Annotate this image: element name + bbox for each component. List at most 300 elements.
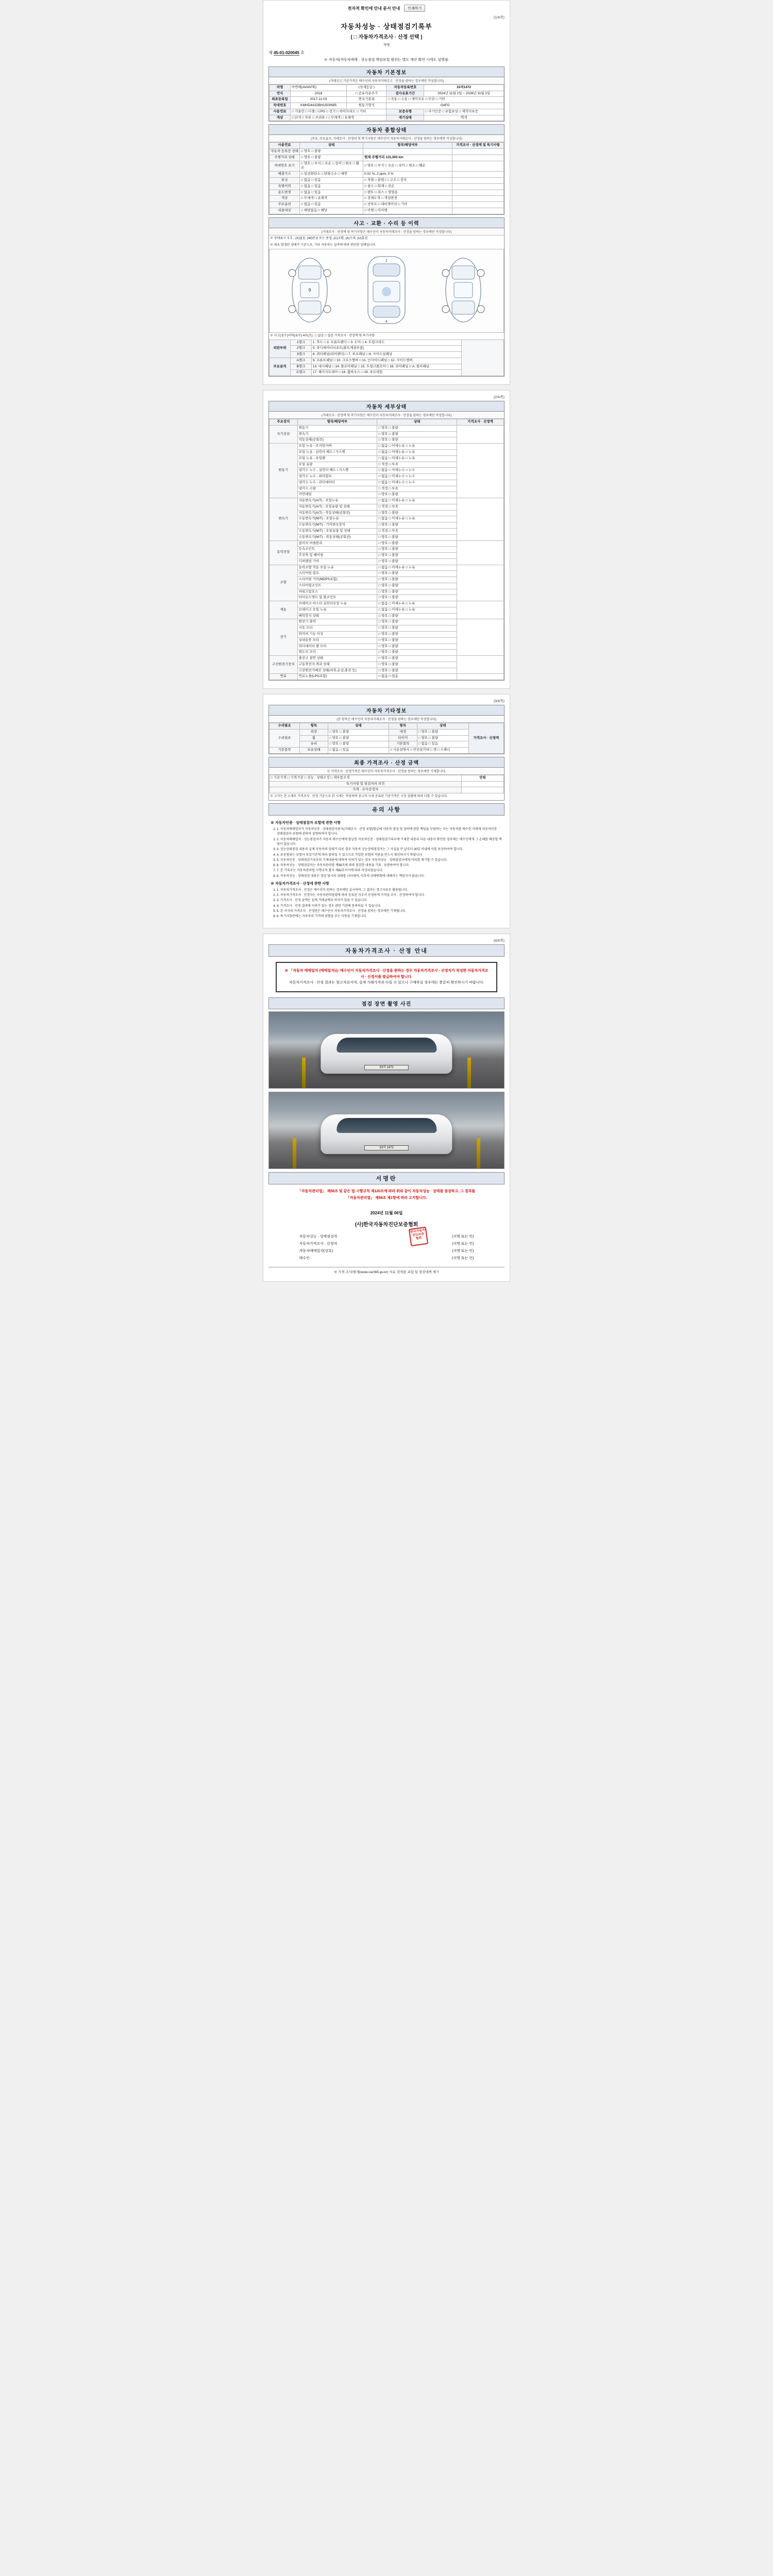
overall-row-opts: □ 양호 □ 불량 [300,149,363,155]
detail-group-label: 제동 [270,601,298,619]
photo-rear-car [321,1114,452,1154]
print-button[interactable]: 인쇄하기 [404,5,425,12]
page-number: (2/4쪽) [493,396,505,400]
overall-header-1: 상태 [300,143,363,149]
svg-text:1: 1 [385,259,388,263]
overall-row-price [452,178,503,184]
seal-stamp [409,1226,428,1246]
detail-state: □ 없음 □ 미세누수 □ 누수 [377,480,457,486]
overall-row-opts: □ 해당없음 □ 해당 [300,208,363,214]
document-number-row [268,43,505,48]
detail-price [457,540,503,565]
page-number: (1/4쪽) [493,16,505,20]
document-page-4 [263,934,510,1282]
photo-rear [268,1092,505,1169]
basic-label-vin: 차대번호 [270,103,291,109]
other-header-3: 가격조사 · 산정액 [468,723,503,754]
overall-row-price [452,196,503,202]
detail-group-label: 자기진단 [270,425,298,443]
detail-group-label: 원동기 [270,444,298,498]
overall-row-label: 특별이력 [270,183,300,190]
detail-state: □ 양호 □ 불량 [377,540,457,547]
other-cell: 유리 [300,741,328,748]
top-toolbar [268,5,505,12]
overall-row-label: 자동차 등록증 상태 [270,149,300,155]
basic-label-colordetail: 계기상태 [386,115,424,121]
basic-value-colordetail: 백색 [424,115,504,121]
detail-price [457,565,503,601]
overall-row-detail: □ 선루프 □ 내비게이션 □ 기타 [363,202,452,208]
detail-state: □ 양호 □ 불량 [377,577,457,583]
detail-price [457,425,503,443]
detail-item: 냉각수 누수 - 라디에이터 [297,480,377,486]
signature-mark: (서명 또는 인) [452,1234,474,1239]
basic-label-warranty: 보증유형 [386,109,424,115]
accident-items: 13. 대시패널 □ 14. 플로어패널 □ 15. 트렁크플로어 □ 16. 리어패널 □ A. 필러패널 [311,364,461,370]
detail-item: 수동변속기(M/T) - 오일누유 [297,516,377,522]
doc-number-value: 45-01-020045 [273,50,299,56]
overall-row-detail: □ 렌트 □ 리스 □ 영업용 [363,190,452,196]
detail-item: 커먼레일 [297,492,377,498]
overall-row-price [452,172,503,178]
other-header-1: 항목 [300,723,328,730]
detail-state: □ 양호 □ 불량 [377,613,457,619]
accident-items: 9. 프론트패널 □ 10. 크로스멤버 □ 11. 인사이드패널 □ 12. 사이드멤버 [311,358,461,364]
detail-price [457,601,503,619]
detail-price [457,619,503,656]
overall-row-label: 주행거리 상태 [270,155,300,161]
detail-state: □ 양호 □ 불량 [377,437,457,444]
detail-item: 클러치 어셈블리 [297,540,377,547]
signature-date: 2024년 11월 06일 [370,1210,403,1215]
basic-label-transmission: 변속기종류 [347,97,386,103]
detail-state: □ 없음 □ 미세누유 □ 누유 [377,607,457,613]
overall-row-detail: □ 침수 □ 화재 □ 전손 [363,183,452,190]
accident-parts-table [269,340,504,377]
notice-item: 7. 7. 본 기록부는 자동차관리법 시행규칙 별지 제82호서식에 따라 작성되었습니다. [277,869,502,873]
detail-item: 실내송풍 모터 [297,637,377,643]
section-accident-title: 사고 · 교환 · 수리 등 이력 [269,218,504,228]
notice-body [268,816,505,922]
accident-rank-label: B랭크 [290,364,311,370]
detail-header-2: 상태 [377,419,457,426]
detail-group-label: 조향 [270,565,298,601]
detail-state: □ 적정 □ 부족 [377,504,457,510]
detail-state: □ 적정 □ 부족 [377,486,457,492]
overall-row-label: 용도변경 [270,190,300,196]
other-header-2b: 상태 [417,723,468,730]
notice-item: 4. 4. 가격조사 · 산정 결과에 이의가 있는 경우 관련 기관에 문의하실 수 있습니다. [277,904,502,909]
basic-value-fuel: □ 가솔린 □ 디젤 □ LPG □ 전기 □ 하이브리드 □ 기타 [290,109,386,115]
document-page-3 [263,694,510,928]
detail-price [457,656,503,674]
signature-row [299,1255,474,1262]
basic-value-year: 2018 [290,91,346,97]
section-overall-note: (주요, 주요골조, 거래조사 · 산정의 및 복기사항은 매수인이 자동차거래조사 · 산정을 원하는 경우에만 작성합니다) [269,135,504,142]
detail-item: 발전기 출력 [297,619,377,625]
detail-state: □ 없음 □ 미세누유 □ 누유 [377,565,457,571]
detail-item: 수동변속기(M/T) - 기어변속장치 [297,522,377,529]
final-price-value [462,781,504,787]
detail-item: 배력장치 상태 [297,613,377,619]
detail-state: □ 양호 □ 불량 [377,431,457,437]
detail-group-label: 변속기 [270,498,298,540]
detail-item: 냉각수 누수 - 워터펌프 [297,474,377,480]
detail-item: 파워고압호스 [297,589,377,595]
detail-item: 추진축 및 베어링 [297,553,377,559]
accident-group-label: 주요골격 [270,358,291,376]
signature-role: 매수인 [299,1256,310,1260]
basic-value-warranty: □ 자기인증 □ 보험보상 □ 제작사보증 [424,109,504,115]
signature-role: 자동차가격조사 · 산정자 [299,1242,338,1246]
basic-value-carname: 아반떼(AVANTE) [290,84,346,91]
overall-header-3: 가격조사 · 산정액 및 특기사항 [452,143,503,149]
detail-item: 오일 누유 - 로커암커버 [297,444,377,450]
accident-rank-label: 3랭크 [290,352,311,358]
doc-number-suffix: 호 [300,50,305,56]
detail-state: □ 없음 □ 있음 [377,674,457,680]
overall-row-opts: □ 양호 □ 부식 □ 오손 □ 상이 □ 변조 □ 훼손 [300,161,363,172]
signature-rows [299,1228,474,1262]
accident-rank-label: 2랭크 [290,346,311,352]
overall-row-price [452,155,503,161]
doc-number-label: 차명 [383,43,390,47]
detail-item: 자동변속기(A/T) - 작동상태(공회전) [297,510,377,516]
detail-state: □ 없음 □ 미세누유 □ 누유 [377,444,457,450]
notice-item: 1. 1. 자동차매매업자가 자동차인증 · 상태점검자용자(거래조사 · 산정 포함)발급에 자동차 점검 및 정비에 관한 책임을 부담하는 자는 자동차를 매수한 자에게 자동차인증 · 상태점검자 보험에 관하여 설명하여야 합니다. [277,827,502,837]
car-top-view-icon [350,251,423,329]
car-diagram-right [425,251,501,330]
detail-price [457,674,503,680]
detail-state: □ 없음 □ 미세누유 □ 누유 [377,498,457,504]
overall-row-price [452,161,503,172]
notice-block-list [277,827,502,879]
section-accident-note: (거래조사 · 산정액 및 복기사항은 매수인이 자동차거래조사 · 산정을 원하는 경우에만 작성합니다) [269,228,504,235]
detail-item: 자동변속기(A/T) - 오일누유 [297,498,377,504]
document-footer: ※ 가격 조사/원제(www.car365.go.kr) 자료 검색을 포함 및 점검대책 제기 [268,1267,505,1276]
overall-row-opts: □ 없음 □ 있음 [300,202,363,208]
svg-text:9: 9 [308,287,311,293]
notice-title: 유의 사항 [268,803,505,816]
other-header-1b: 항목 [389,723,417,730]
accident-rank-label: A랭크 [290,358,311,364]
overall-state-table [269,142,504,214]
detail-item: 오일 누유 - 오일팬 [297,455,377,462]
car-diagram-left [272,251,348,330]
detail-state: □ 적정 □ 부족 [377,462,457,468]
overall-row-label: 튜닝 [270,178,300,184]
overall-header-0: 사용연료 [270,143,300,149]
signature-role: 자동차성능 · 상태점검자 [299,1234,338,1239]
other-cell: 외장 [300,729,328,735]
detail-group-label: 연료 [270,674,298,680]
detail-state: □ 없음 □ 미세누수 □ 누수 [377,468,457,474]
accident-legend: ※ 사고(침수)이력(유무) 4부(조) : □ 없음 □ 있음 가격조사 · 산정액 및 특기사항 [270,334,375,337]
detail-state: □ 양호 □ 불량 [377,534,457,540]
detail-group-label: 동력전달 [270,540,298,565]
overall-row-label: 차대번호 표기 [270,161,300,172]
detail-header-3: 가격조사 · 산정액 [457,419,503,426]
basic-value-transmission: □ 자동 □ 수동 □ 세미오토 □ 무단 □ 기타 [386,97,504,103]
other-row-label: 수리필요 [270,729,300,747]
overall-row-label: 주요옵션 [270,202,300,208]
section-other-note: (본 항목은 매수인이 자동차거래조사 · 산정을 원하는 경우에만 작성합니다) [269,716,504,723]
final-price-unit: 만원 [462,775,504,781]
overall-row-detail [363,149,452,155]
price-warning-line2: 자동차가격조사 · 산정 결과는 참고자료이며, 실제 거래가격과 다를 수 있으니 구매하실 경우에는 충분히 확인하시기 바랍니다. [289,981,484,985]
detail-price [457,498,503,540]
detail-item: 변속기 [297,431,377,437]
basic-info-table [269,84,504,122]
notice-item: 8. 8. 자동차성능 · 상태점검 내용은 점검 당시의 상태를 나타내며, 이후의 상태변화에 대해서는 책임지지 않습니다. [277,874,502,879]
signature-org: (사)한국자동차진단보증협회 [355,1222,418,1228]
detail-state: □ 양호 □ 불량 [377,619,457,625]
price-warning-line1: ※ 「자동차 매매업자 (매매업자)는 매수인이 자동차가격조사 · 산정을 원하는 경우 자동차가격조사 · 산정자가 작성한 자동차가격조사 · 산정서를 발급하여야 합니다. [284,969,489,979]
document-subtitle: ( □ 자동차가격조사 · 산정 선택 ) [350,34,423,40]
section-final-price-title: 최종 가격조사 · 산정 금액 [269,757,504,768]
detail-item: 구동축전지 격리 상태 [297,662,377,668]
overall-row-price [452,202,503,208]
notice-item: 1. 1. 자동차가격조사 · 산정은 매수인이 원하는 경우에만 실시하며, 그 결과는 참고자료로 활용됩니다. [277,888,502,893]
notice-block-heading: ※ 자동차인증 · 상태점검자 보험에 관한 사항 [271,821,341,825]
detail-state: □ 양호 □ 불량 [377,492,457,498]
detail-state: □ 없음 □ 미세누유 □ 누유 [377,455,457,462]
overall-header-2: 항목/해당여부 [363,143,452,149]
detail-item: 자동변속기(A/T) - 오일유량 및 상태 [297,504,377,510]
section-detail-state [268,401,505,681]
detail-item: 타이로드엔드 및 볼조인트 [297,595,377,601]
overall-row-opts: □ 양호 □ 불량 [300,155,363,161]
section-detail-title: 자동차 세부상태 [269,401,504,412]
detail-state: □ 양호 □ 불량 [377,553,457,559]
detail-state: □ 양호 □ 불량 [377,656,457,662]
detail-group-label: 전기 [270,619,298,656]
detail-state: □ 양호 □ 불량 [377,662,457,668]
overall-row-opts: □ 일산화탄소 □ 탄화수소 □ 매연 [300,172,363,178]
basic-value-regnumber: 33저1472 [424,84,504,91]
overall-row-label: 리콜대상 [270,208,300,214]
detail-item: 냉각수 누수 - 실린더 헤드 / 가스켓 [297,468,377,474]
detail-item: 냉각수 수량 [297,486,377,492]
detail-item: 수동변속기(M/T) - 오일유량 및 상태 [297,528,377,534]
detail-state: □ 양호 □ 불량 [377,547,457,553]
section-detail-note: (거래조사 · 산정액 및 복기사항은 매수인이 자동차거래조사 · 산정을 원하는 경우에만 작성합니다) [269,412,504,419]
overall-row-price [452,149,503,155]
overall-row-detail: 현재 주행거리 115,300 km [363,155,452,161]
photo-section-title: 점검 장면 촬영 사진 [268,997,505,1009]
detail-state: □ 양호 □ 불량 [377,425,457,431]
accident-note-1: ※ 상태표시 부호 : (X)없음, (W)판금 또는 용접, (C)교환, (A)수리, (U)흠집 [270,236,368,240]
detail-item: 작동상태(공회전) [297,437,377,444]
overall-row-opts: □ 무채색 □ 유채색 [300,196,363,202]
notice-item: 6. 6. 자동차성능 · 상태점검자는 자동차관리법 제58조에 따라 점검한 내용을 기록 · 보관하여야 합니다. [277,863,502,868]
section-overall-title: 자동차 종합상태 [269,125,504,135]
accident-price-cell [462,340,504,376]
detail-item: 디퍼렌셜 기어 [297,558,377,565]
detail-item: 윈도우 모터 [297,650,377,656]
other-header-0: 수리필요 [270,723,300,730]
overall-row-detail: 0.02 %, 2 ppm, 0 % [363,172,452,178]
basic-value-inspection: 2024년 11월 2일 ~ 2026년 11월 1일 [424,91,504,97]
detail-state: □ 없음 □ 미세누유 □ 누유 [377,450,457,456]
detail-state: □ 양호 □ 불량 [377,650,457,656]
other-cell: □ 양호 □ 불량 [328,741,389,748]
basic-label-fuel: 사용연료 [270,109,291,115]
detail-item: 고전원전기배선 상태(피복,손상,충전 등) [297,668,377,674]
basic-value-firstreg: 2017-11-03 [290,97,346,103]
detail-item: 연료누출(LPG포함) [297,674,377,680]
section-other-title: 자동차 기타정보 [269,705,504,716]
doc-number-line [268,50,505,56]
signature-mark: (서명 또는 인) [452,1242,474,1246]
accident-items: 5. 라디에이터서포트(볼트체결부품) [311,346,461,352]
final-price-value [462,787,504,793]
accident-items: 6. 쿼터패널(리어펜더) □ 7. 루프패널 □ 8. 사이드실패널 [311,352,461,358]
other-info-table [269,723,504,754]
overall-row-detail: □ 이행 □ 미이행 [363,208,452,214]
basic-label-color: 색상 [270,115,291,121]
signature-row [299,1240,474,1247]
accident-group-label: 외판부위 [270,340,291,358]
section-final-price [268,757,505,801]
detail-state: □ 양호 □ 불량 [377,558,457,565]
detail-state: □ 양호 □ 불량 [377,571,457,577]
section-basic-title: 자동차 기본정보 [269,67,504,77]
detail-state-table [269,419,504,680]
basic-label-year: 연식 [270,91,291,97]
detail-state: □ 양호 □ 불량 [377,510,457,516]
notice-item: 3. 3. 가격조사 · 산정 금액은 실제 거래금액과 차이가 있을 수 있습니다. [277,899,502,903]
basic-label-inspection: 검사유효기간 [386,91,424,97]
signature-mark: (서명 또는 인) [452,1256,474,1260]
final-price-label: 특기사항 및 점검자의 의견 [270,781,462,787]
detail-state: □ 양호 □ 불량 [377,583,457,589]
final-price-checks: □ 기준가격 □ 가격가감 □ 성능 · 상태조정 □ 제부품조정 [270,775,462,781]
detail-item: 스티어링 기어(MDPS포함) [297,577,377,583]
toolbar-notice: 전자적 확인에 안내 문서 안내 [347,6,400,11]
overall-row-price [452,208,503,214]
detail-item: 원동기 [297,425,377,431]
overall-row-detail: □ 전체도색 □ 색상변경 [363,196,452,202]
basic-label-carname: 차명 [270,84,291,91]
photo-front [268,1011,505,1089]
overall-row-opts: □ 없음 □ 있음 [300,178,363,184]
basic-label-grade: (상세등급 ) [347,84,386,91]
detail-state: □ 양호 □ 불량 [377,631,457,637]
accident-items: 1. 후드 □ 2. 프론트펜더 □ 3. 도어 □ 4. 트렁크리드 [311,340,461,346]
overall-row-opts: □ 없음 □ 있음 [300,190,363,196]
detail-state: □ 양호 □ 불량 [377,668,457,674]
signature-body [268,1184,505,1206]
basic-value-color: □ 단색 □ 투톤 □ 쓰리톤 / □ 무채색 □ 유채색 [290,115,386,121]
other-row-label: 기본품목 [270,748,300,754]
overall-row-price [452,190,503,196]
final-price-label: 가격 · 조사산정자 [270,787,462,793]
detail-item: 수동변속기(M/T) - 작동상태(공회전) [297,534,377,540]
notice-item: 5. 5. 자동차인증 · 상태점검기록부의 기재내용에 대하여 이의가 있는 경우 자동차성능 · 상태점검자에게 이의를 제기할 수 있습니다. [277,858,502,863]
detail-item: 브레이크 오일 누유 [297,607,377,613]
section-basic-info [268,66,505,122]
other-cell: 보유상태 [300,748,328,754]
photo-front-plate: 33저 1472 [364,1065,409,1070]
overall-row-detail: □ 양호 □ 부식 □ 오손 □ 상이 □ 변조 □ 훼손 [363,161,452,172]
detail-item: 스티어링조인트 [297,583,377,589]
other-cell: □ 양호 □ 불량 [417,735,468,741]
signature-text-2: 「자동차관리법」 제58조 제1항에 따라 고지합니다. [346,1196,427,1200]
detail-item: 라디에이터 팬 모터 [297,643,377,650]
detail-item: 브레이크 마스터 실린더오일 누유 [297,601,377,607]
other-header-2: 상태 [328,723,389,730]
detail-item: 동력조향 작동 오일 누유 [297,565,377,571]
page-number: (4/4쪽) [493,939,505,943]
price-warning-title: 자동차가격조사 · 산정 안내 [268,944,505,957]
signature-mark: (서명 또는 인) [452,1249,474,1253]
overall-row-label: 배출가스 [270,172,300,178]
final-price-footnote: ※ 고지는 본 소재로 가격조사 · 산정 기준으로 한 시세는 적정하며 중고차 시세 공표된 기준가격은 시장 상황에 따라 다를 수 있습니다. [270,795,448,799]
other-cell: 기본품목 [389,741,417,748]
overall-row-detail: □ 적법 □ 불법 / □ 구조 □ 장치 [363,178,452,184]
signature-row [299,1233,474,1240]
other-cell: □ 양호 □ 불량 [328,729,389,735]
detail-state: □ 양호 □ 불량 [377,625,457,632]
accident-rank-label: 1랭크 [290,340,311,346]
document-title: 자동차성능 · 상태점검기록부 [341,23,432,30]
detail-item: 오일 누유 - 실린더 헤드 / 가스켓 [297,450,377,456]
document-page-1 [263,0,510,385]
other-cell: 휠 [300,735,328,741]
notice-item: 6. 6. 특기사항란에는 자동차의 가격에 영향을 주는 사항을 기재합니다. [277,914,502,919]
detail-state: □ 양호 □ 불량 [377,643,457,650]
final-price-table [269,775,504,793]
detail-state: □ 양호 □ 불량 [377,595,457,601]
overall-row-label: 색상 [270,196,300,202]
other-cell: □ 없음 □ 있음 [417,741,468,748]
basic-label-engine: 원동기형식 [347,103,386,109]
price-warning-box [276,962,497,993]
detail-item: 충전구 절연 상태 [297,656,377,662]
basic-value-usetype: □ 공유사용주기 [347,91,386,97]
detail-state: □ 없음 □ 미세누유 □ 누유 [377,601,457,607]
notice-item: 4. 4. 보증범위는 보험사 보상기준에 따라 달라질 수 있으므로 가입한 보험의 약관을 반드시 확인하시기 바랍니다. [277,853,502,858]
detail-state: □ 없음 □ 미세누유 □ 누유 [377,516,457,522]
detail-item: 오일 유량 [297,462,377,468]
detail-item: 와이퍼 기능 이상 [297,631,377,637]
accident-rank-label: C랭크 [290,370,311,376]
basic-label-firstreg: 최초등록일 [270,97,291,103]
other-cell: □ 양호 □ 불량 [417,729,468,735]
car-rear-view-icon [432,251,494,329]
final-price-note: ※ 가격조사 · 산정가격은 매수인이 자동차가격조사 · 산정을 원하는 경우에만 기재합니다. [269,768,504,775]
car-diagram-center [348,251,425,330]
signature-section-title: 서명란 [268,1172,505,1184]
document-page-2 [263,390,510,689]
section-overall-state [268,124,505,214]
other-cell: □ 사용설명서 □ 안전삼각대 □ 잭 □ 스패너 [389,748,469,754]
notice-item: 2. 2. 자동차매매업자 · 성능점검자가 자동차 매수인에게 발급한 자동차인증 · 상태점검기록부에 기재된 내용과 다른 내용이 확인된 경우에는 매수인에게 그 손해를 배상할 책임이 있습니다. [277,838,502,848]
detail-item: 스티어링 펌프 [297,571,377,577]
section-other-info [268,705,505,754]
signature-row [299,1247,474,1255]
photo-front-car [321,1034,452,1074]
section-accident-history [268,217,505,377]
document-lead: ※ 자동차(자동차매매 · 성능점검 책임보험 범위는 별도 계산 확인 시에도 설명됨. [324,58,449,62]
other-cell: □ 양호 □ 불량 [328,735,389,741]
detail-state: □ 없음 □ 미세누수 □ 누수 [377,474,457,480]
signature-text-1: 「자동차관리법」 제58조 및 같은 법 시행규칙 제120조에 따라 위와 같이 자동차성능 · 상태를 점검하고, 그 결과를 [297,1190,476,1194]
section-basic-note: (거래신고 기준가격은 매수인의 자동차거래신고 · 산정을 원하는 경우에만 작성합니다) [269,77,504,84]
basic-value-engine: G4FG [386,103,504,109]
notice-item: 2. 2. 자동차가격조사 · 산정자는 자동차관리법령에 따라 등록된 자로서 공정하게 가격을 조사 · 산정하여야 합니다. [277,893,502,898]
